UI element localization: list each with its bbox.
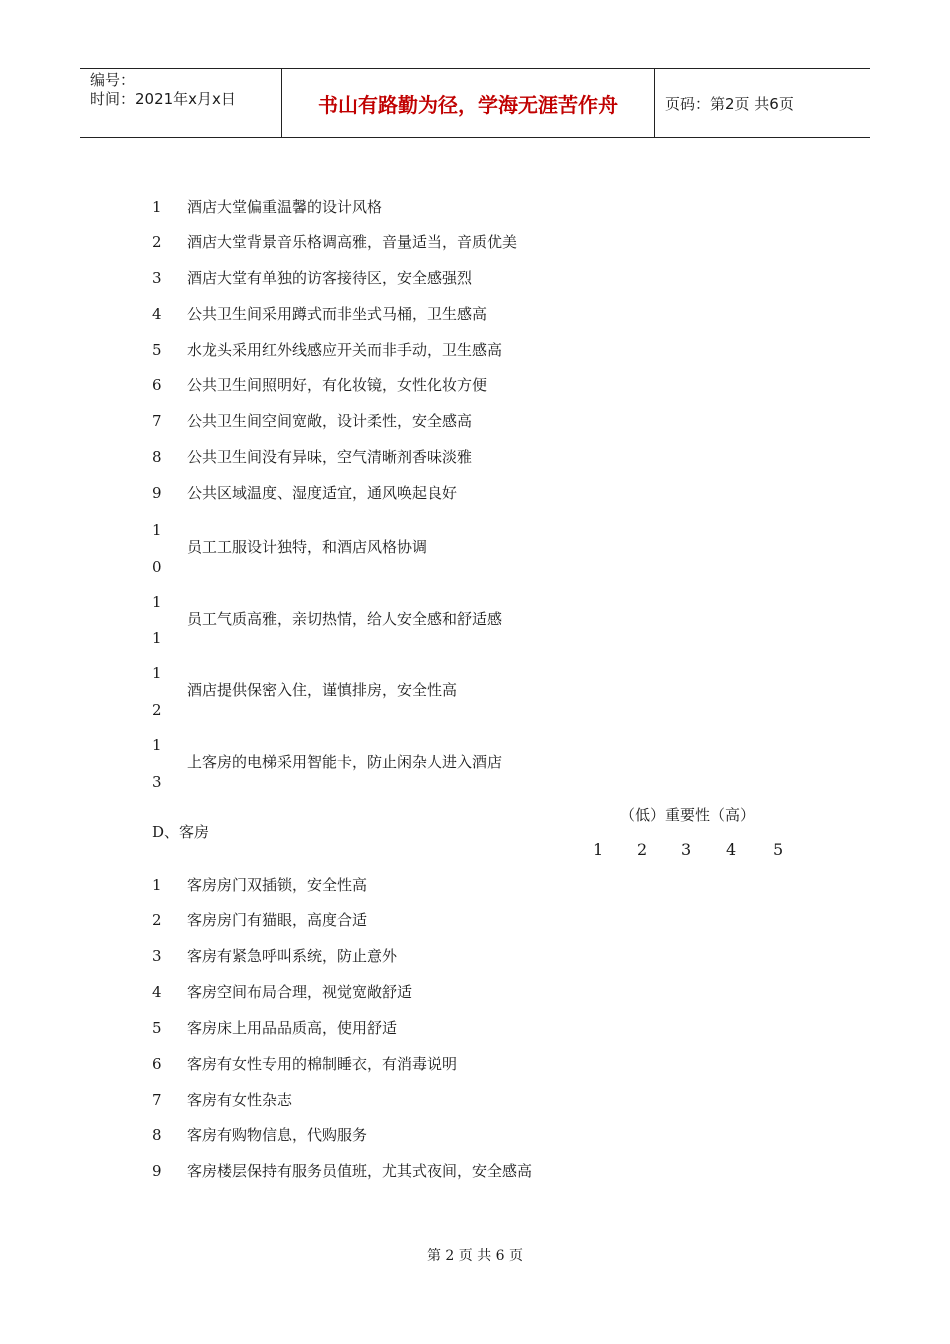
- item-text: 水龙头采用红外线感应开关而非手动，卫生感高: [187, 341, 503, 359]
- item-text: 客房床上用品品质高，使用舒适: [187, 1019, 398, 1037]
- item-text: 酒店提供保密入住，谨慎排房，安全性高: [187, 681, 458, 699]
- item-text: 客房房门双插锁，安全性高: [187, 876, 368, 894]
- list-item: [0, 680, 950, 700]
- item-text: 客房有购物信息，代购服务: [187, 1126, 368, 1144]
- item-text: 酒店大堂背景音乐格调高雅，音量适当，音质优美: [187, 233, 518, 251]
- item-number: 5: [152, 341, 162, 359]
- item-text: 客房空间布局合理，视觉宽敞舒适: [187, 983, 413, 1001]
- item-number-line2: 0: [152, 558, 162, 576]
- item-number: 2: [152, 911, 162, 929]
- item-text: 公共区域温度、湿度适宜，通风唤起良好: [187, 484, 458, 502]
- list-item: [0, 268, 950, 288]
- list-item: [0, 946, 950, 966]
- list-item: [0, 375, 950, 395]
- item-text: 公共卫生间照明好，有化妆镜，女性化妆方便: [187, 376, 488, 394]
- item-text: 上客房的电梯采用智能卡，防止闲杂人进入酒店: [187, 753, 503, 771]
- item-text: 客房楼层保持有服务员值班，尤其式夜间，安全感高: [187, 1162, 533, 1180]
- list-item: [0, 1018, 950, 1038]
- item-text: 酒店大堂偏重温馨的设计风格: [187, 198, 383, 216]
- item-text: 员工工服设计独特，和酒店风格协调: [187, 538, 428, 556]
- item-number: 4: [152, 305, 162, 323]
- item-number: 9: [152, 484, 162, 502]
- list-item: [0, 1090, 950, 1110]
- section-title: D、客房: [152, 823, 210, 841]
- item-number: 6: [152, 1055, 162, 1073]
- item-text: 酒店大堂有单独的访客接待区，安全感强烈: [187, 269, 473, 287]
- header-meta: [80, 69, 282, 137]
- list-item: [0, 537, 950, 557]
- list-item: [0, 483, 950, 503]
- scale-value: 2: [637, 840, 648, 859]
- item-number: 1: [152, 876, 162, 894]
- importance-label: （低）重要性（高）: [620, 806, 756, 824]
- list-item: [0, 1161, 950, 1181]
- item-number: 1: [152, 198, 162, 216]
- list-item: [0, 1125, 950, 1145]
- item-number-line1: 1: [152, 593, 162, 611]
- list-item: [0, 197, 950, 217]
- header-page-number: 页码：第2页 共6页: [665, 94, 794, 113]
- item-number: 7: [152, 412, 162, 430]
- list-item: [0, 411, 950, 431]
- item-text: 员工气质高雅，亲切热情，给人安全感和舒适感: [187, 610, 503, 628]
- scale-value: 5: [773, 840, 784, 859]
- item-number: 2: [152, 233, 162, 251]
- list-item: [0, 304, 950, 324]
- item-text: 公共卫生间没有异味，空气清晰剂香味淡雅: [187, 448, 473, 466]
- header-motto: 书山有路勤为径，学海无涯苦作舟: [282, 69, 655, 137]
- date-label: 时间：2021年x月x日: [90, 90, 236, 108]
- item-number-line2: 1: [152, 629, 162, 647]
- item-number: 6: [152, 376, 162, 394]
- list-item: [0, 910, 950, 930]
- scale-value: 1: [593, 840, 604, 859]
- scale-value: 4: [726, 840, 737, 859]
- list-item: [0, 1054, 950, 1074]
- item-text: 公共卫生间空间宽敞，设计柔性，安全感高: [187, 412, 473, 430]
- list-item: [0, 340, 950, 360]
- scale-value: 3: [681, 840, 692, 859]
- item-number: 8: [152, 448, 162, 466]
- list-item: [0, 752, 950, 772]
- page-footer: 第 2 页 共 6 页: [426, 1248, 524, 1264]
- item-number: 3: [152, 947, 162, 965]
- item-text: 客房房门有猫眼，高度合适: [187, 911, 368, 929]
- item-text: 公共卫生间采用蹲式而非坐式马桶，卫生感高: [187, 305, 488, 323]
- page-header: [80, 68, 870, 138]
- item-number-line1: 1: [152, 736, 162, 754]
- item-number-line2: 3: [152, 773, 162, 791]
- code-label: 编号：: [90, 71, 136, 89]
- item-number: 3: [152, 269, 162, 287]
- item-number: 9: [152, 1162, 162, 1180]
- item-text: 客房有女性专用的棉制睡衣，有消毒说明: [187, 1055, 458, 1073]
- item-number: 8: [152, 1126, 162, 1144]
- item-number: 4: [152, 983, 162, 1001]
- item-text: 客房有紧急呼叫系统，防止意外: [187, 947, 398, 965]
- item-number: 7: [152, 1091, 162, 1109]
- list-item: [0, 875, 950, 895]
- item-number-line1: 1: [152, 664, 162, 682]
- list-item: [0, 232, 950, 252]
- list-item: [0, 447, 950, 467]
- item-text: 客房有女性杂志: [187, 1091, 293, 1109]
- item-number-line1: 1: [152, 521, 162, 539]
- list-item: [0, 609, 950, 629]
- item-number: 5: [152, 1019, 162, 1037]
- list-item: [0, 982, 950, 1002]
- item-number-line2: 2: [152, 701, 162, 719]
